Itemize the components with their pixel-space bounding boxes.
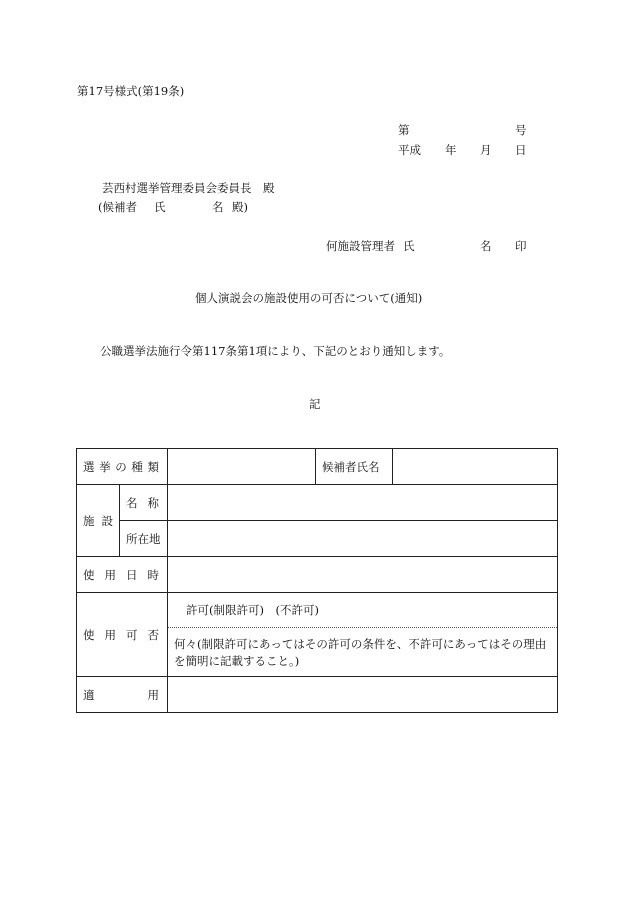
election-type-label: 選 挙 の 種 類 (77, 449, 168, 485)
doc-number-prefix: 第 (398, 123, 410, 137)
addressee-line1: 芸西村選挙管理委員会委員長 殿 (102, 181, 275, 195)
addressee-line2-close: 殿) (232, 200, 248, 214)
notice-table (76, 448, 558, 713)
facility-location-label: 所在地 (120, 521, 168, 557)
date-month: 月 (480, 143, 492, 157)
remarks-value[interactable] (168, 677, 558, 713)
subject-title: 個人演説会の施設使用の可否について(通知) (195, 291, 423, 305)
facility-name-value[interactable] (168, 485, 558, 521)
candidate-name-label: 候補者氏名 (316, 449, 393, 485)
date-day: 日 (515, 143, 527, 157)
sender-title: 何施設管理者 (326, 239, 395, 253)
addressee-line2-name1: 氏 (154, 200, 166, 214)
facility-label: 施 設 (77, 485, 120, 557)
doc-number-suffix: 号 (515, 123, 527, 137)
use-permit-label: 使 用 可 否 (77, 593, 168, 677)
use-datetime-value[interactable] (168, 557, 558, 593)
sender-name2: 名 (480, 239, 492, 253)
permit-options[interactable]: 許可(制限許可) (不許可) (168, 593, 557, 628)
body-text: 公職選挙法施行令第117条第1項により、下記のとおり通知します。 (100, 344, 451, 358)
ki-heading: 記 (309, 397, 321, 411)
form-number: 第17号様式(第19条) (77, 84, 185, 98)
permit-note: 何々(制限許可にあってはその許可の条件を、不許可にあってはその理由を簡明に記載すること。) (174, 637, 547, 668)
use-permit-value (168, 593, 558, 677)
addressee-line2-name2: 名 (212, 200, 224, 214)
candidate-name-value[interactable] (393, 449, 558, 485)
sender-name1: 氏 (403, 239, 415, 253)
date-era: 平成 (398, 143, 421, 157)
sender-seal: 印 (515, 239, 527, 253)
facility-location-value[interactable] (168, 521, 558, 557)
facility-name-label: 名 称 (120, 485, 168, 521)
addressee-line2-open: (候補者 (98, 200, 137, 214)
election-type-value[interactable] (168, 449, 316, 485)
remarks-label: 適 用 (77, 677, 168, 713)
use-datetime-label: 使 用 日 時 (77, 557, 168, 593)
date-year: 年 (445, 143, 457, 157)
